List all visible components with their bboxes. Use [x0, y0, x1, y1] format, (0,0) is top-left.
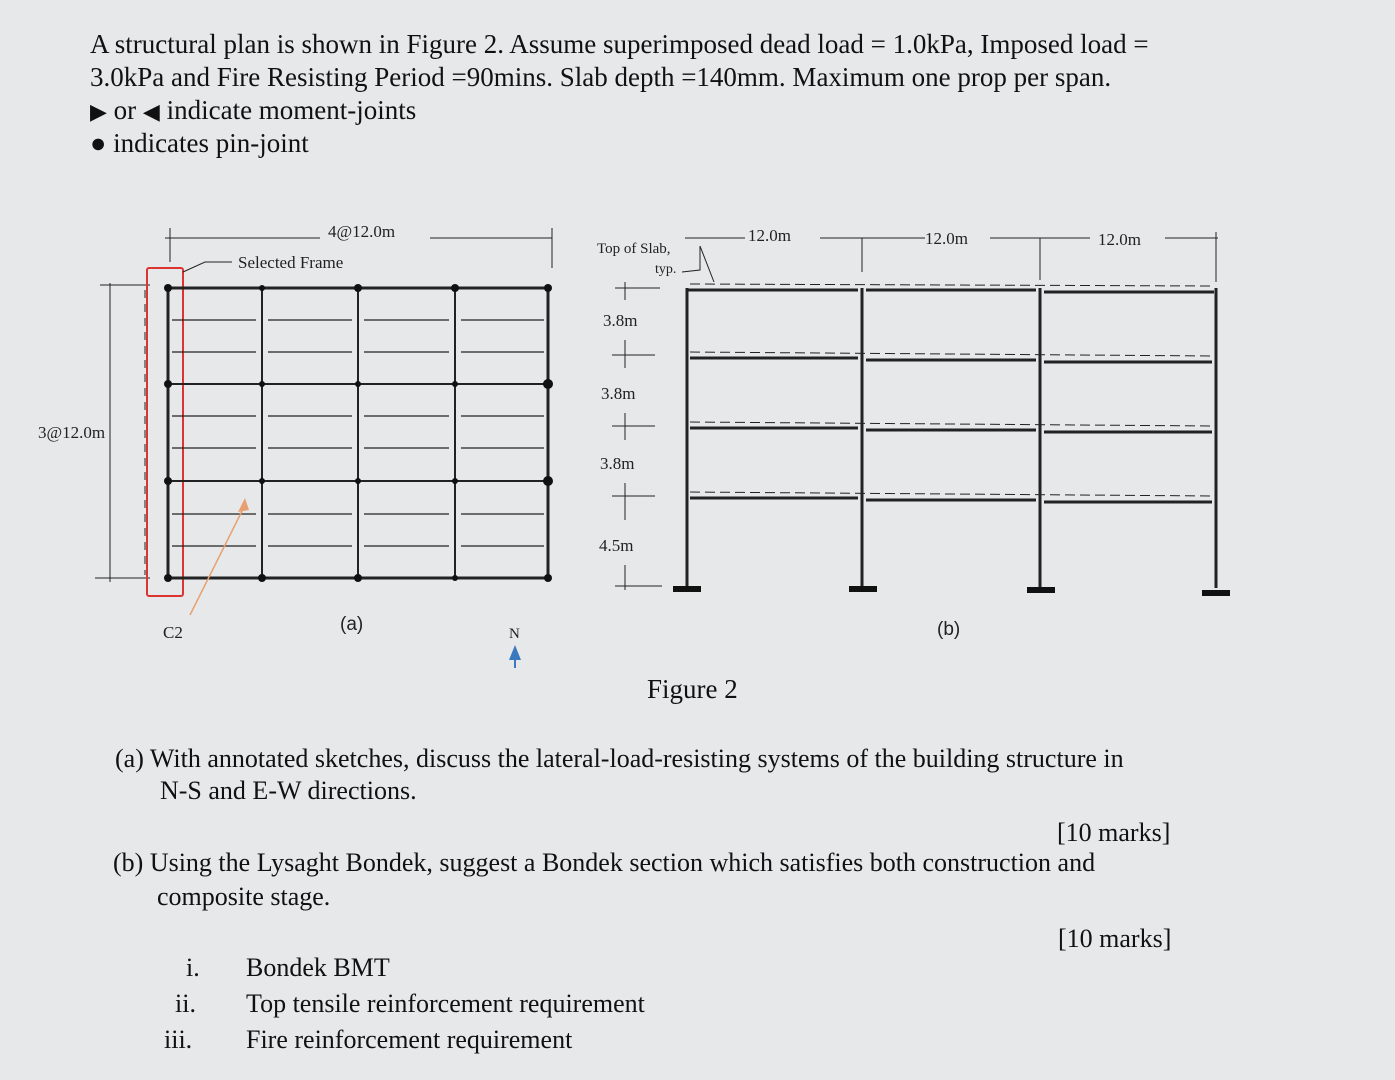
plan-sub-label: (a): [340, 614, 364, 635]
span-2-label: 12.0m: [925, 229, 968, 248]
item-3-number: iii.: [164, 1025, 193, 1054]
question-b-marks: [10 marks]: [1058, 924, 1172, 953]
item-2-text: Top tensile reinforcement requirement: [246, 989, 645, 1018]
span-1-label: 12.0m: [748, 226, 791, 245]
legend-moment-text: indicate moment-joints: [166, 95, 417, 125]
question-a-line-2: N-S and E-W directions.: [160, 776, 417, 805]
left-triangle-icon: ◀: [142, 99, 160, 124]
column-c2-label: C2: [163, 623, 183, 642]
height-1-label: 3.8m: [603, 311, 638, 330]
height-3-label: 3.8m: [600, 454, 635, 473]
plan-side-dimension: 3@12.0m: [38, 423, 106, 442]
height-4-label: 4.5m: [599, 536, 634, 555]
question-a-line-1: (a) With annotated sketches, discuss the lateral-load-resisting systems of the building structure in: [115, 744, 1124, 773]
intro-line-1: A structural plan is shown in Figure 2. Assume superimposed dead load = 1.0kPa, Imposed load =: [90, 29, 1149, 59]
question-b-line-2: composite stage.: [157, 882, 331, 911]
right-triangle-icon: ▶: [90, 99, 107, 124]
plan-view: [95, 228, 553, 668]
legend-or: or: [113, 95, 137, 125]
question-b-line-1: (b) Using the Lysaght Bondek, suggest a Bondek section which satisfies both construction and: [113, 848, 1096, 877]
intro-line-2: 3.0kPa and Fire Resisting Period =90mins. Slab depth =140mm. Maximum one prop per span.: [90, 62, 1112, 92]
north-label: N: [509, 626, 520, 642]
elevation-sub-label: (b): [937, 619, 961, 640]
bullet-dot-icon: ●: [90, 128, 107, 158]
height-2-label: 3.8m: [601, 384, 636, 403]
item-1-text: Bondek BMT: [246, 953, 390, 982]
legend-pin-text: indicates pin-joint: [113, 128, 309, 158]
span-3-label: 12.0m: [1098, 230, 1141, 249]
item-2-number: ii.: [175, 989, 196, 1018]
item-1-number: i.: [186, 953, 200, 982]
typ-label: typ.: [655, 262, 677, 277]
elevation-view: [612, 232, 1230, 596]
item-3-text: Fire reinforcement requirement: [246, 1025, 573, 1054]
plan-top-dimension: 4@12.0m: [328, 222, 396, 241]
figure-caption: Figure 2: [647, 674, 738, 704]
question-a-marks: [10 marks]: [1057, 818, 1171, 847]
selected-frame-label: Selected Frame: [238, 253, 344, 272]
top-of-slab-label: Top of Slab,: [597, 241, 671, 257]
